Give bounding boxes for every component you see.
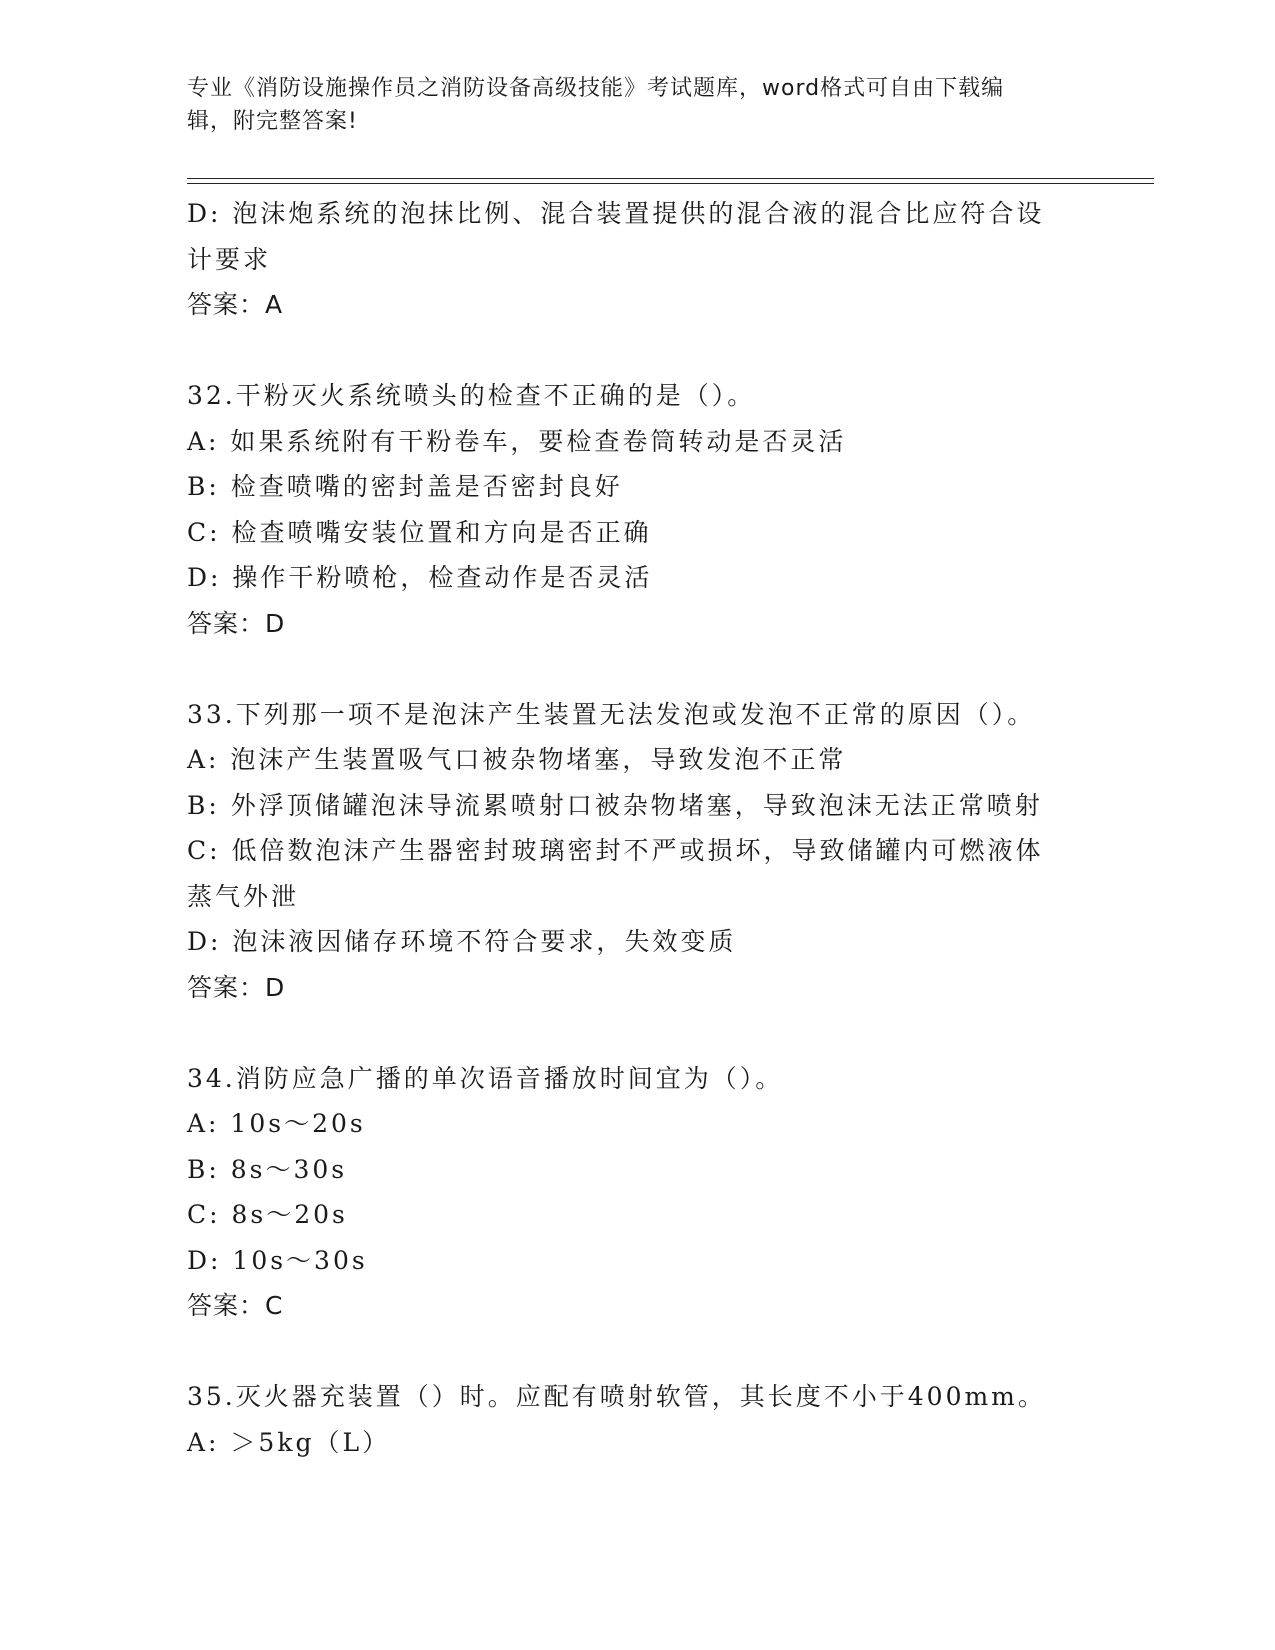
option-a: A: ＞5kg（L） [187, 1427, 391, 1457]
option-b: B: 外浮顶储罐泡沫导流累喷射口被杂物堵塞，导致泡沫无法正常喷射 [187, 790, 1043, 820]
header-line-2: 辑，附完整答案! [187, 109, 358, 134]
option-a: A: 10s～20s [187, 1109, 366, 1138]
question-35 [187, 1374, 1087, 1465]
question-34 [187, 1056, 1087, 1329]
option-b: B: 8s～30s [187, 1154, 348, 1184]
question-list [187, 191, 1087, 1465]
option-d: D: 10s～30s [187, 1245, 368, 1275]
header-line-1: 专业《消防设施操作员之消防设备高级技能》考试题库，word格式可自由下载编 [187, 76, 1005, 101]
answer: 答案：D [187, 972, 286, 1002]
option-b: B: 检查喷嘴的密封盖是否密封良好 [187, 472, 623, 501]
question-32 [187, 373, 1087, 646]
option-c: C: 8s～20s [187, 1200, 348, 1229]
question-stem: 32.干粉灭火系统喷头的检查不正确的是（）。 [187, 381, 756, 410]
answer: 答案：D [187, 608, 286, 638]
option-a: A: 如果系统附有干粉卷车，要检查卷筒转动是否灵活 [187, 426, 847, 456]
option-c: C: 低倍数泡沫产生器密封玻璃密封不严或损坏，导致储罐内可燃液体 [187, 836, 1044, 865]
question-stem: 35.灭火器充装置（）时。应配有喷射软管，其长度不小于400mm。 [187, 1382, 1046, 1411]
option-d-continued: 计要求 [187, 244, 272, 274]
option-d: D: 操作干粉喷枪，检查动作是否灵活 [187, 563, 653, 592]
answer: 答案：C [187, 1291, 284, 1320]
option-c: C: 检查喷嘴安装位置和方向是否正确 [187, 517, 652, 547]
answer: 答案：A [187, 290, 284, 319]
option-d: D: 泡沫液因储存环境不符合要求，失效变质 [187, 927, 737, 956]
option-a: A: 泡沫产生装置吸气口被杂物堵塞，导致发泡不正常 [187, 745, 847, 774]
document-header [187, 72, 1087, 138]
header-divider-top [187, 178, 1154, 179]
question-fragment [187, 191, 1087, 328]
question-33 [187, 692, 1087, 1011]
option-c-continued: 蒸气外泄 [187, 881, 300, 911]
question-stem: 33.下列那一项不是泡沫产生装置无法发泡或发泡不正常的原因（）。 [187, 699, 1036, 729]
header-divider-bottom [187, 183, 1154, 184]
question-stem: 34.消防应急广播的单次语音播放时间宜为（）。 [187, 1063, 784, 1093]
option-d: D: 泡沫炮系统的泡抹比例、混合装置提供的混合液的混合比应符合设 [187, 199, 1045, 228]
